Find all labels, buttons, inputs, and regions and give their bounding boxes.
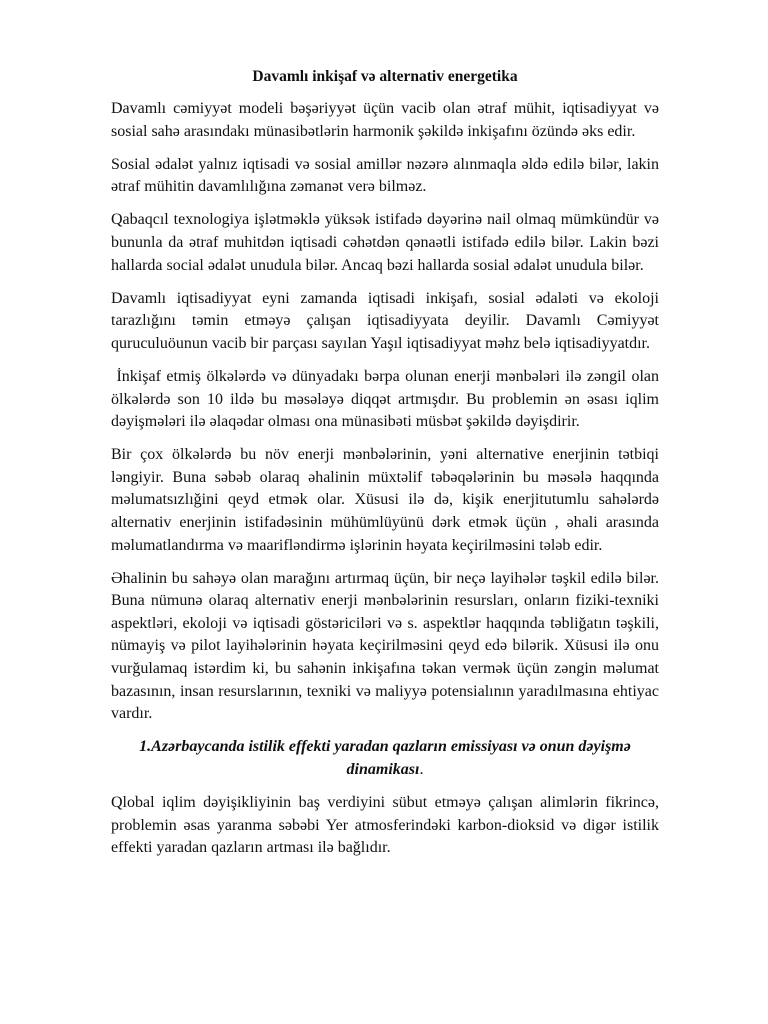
- paragraph: Qlobal iqlim dəyişikliyinin baş verdiyini sübut etməyə çalışan alimlərin fikrincə, problemin əsas yaranma səbəbi Yer atmosferindəki karbon-dioksid və digər istilik effekti yaradan qazların artması ilə bağlıdır.: [111, 794, 659, 857]
- paragraph: Sosial ədalət yalnız iqtisadi və sosial amillər nəzərə alınmaqla əldə edilə bilər, lakin ətraf mühitin davamlılığına zəmanət verə bilməz.: [111, 155, 659, 196]
- paragraph: Davamlı cəmiyyət modeli bəşəriyyət üçün vacib olan ətraf mühit, iqtisadiyyat və sosial sahə arasındakı münasibətlərin harmonik şəkildə inkişafını özündə əks edir.: [111, 100, 659, 140]
- document-title: Davamlı inkişaf və alternativ energetika: [252, 68, 518, 85]
- section-heading-period: .: [419, 760, 424, 778]
- paragraph: İnkişaf etmiş ölkələrdə və dünyadakı bərpa olunan enerji mənbələri ilə zəngil olan ölkələrdə son 10 ildə bu məsələyə diqqət artmışdır. Bu problemin ən əsası iqlim dəyişmələri ilə əlaqədar olması ona münasibəti müsbət şəkildə dəyişdirir.: [111, 367, 664, 431]
- paragraph: Əhalinin bu sahəyə olan marağını artırmaq üçün, bir neçə layihələr təşkil edilə bilər. Buna nümunə olaraq alternativ enerji mənbələrinin resursları, onların fiziki-texniki aspektləri, ekoloji və iqtisadi göstəriciləri və s. aspektlər haqqında təbliğatın təşkili, nümayiş və pilot layihələrinin həyata keçirilməsini qeyd edə bilərik. Xüsusi ilə onu vurğulamaq istərdim ki, bu sahənin inkişafına təkan vermək üçün zəngin məlumat bazasının, insan resurslarının, texniki və maliyyə potensialının yaradılmasına ehtiyac vardır.: [111, 569, 659, 723]
- document-body: [111, 66, 664, 870]
- paragraph: Qabaqcıl texnologiya işlətməklə yüksək istifadə dəyərinə nail olmaq mümkündür və bununla da ətraf muhitdən iqtisadi cəhətdən qənaətli istifadə edilə bilər. Lakin bəzi hallarda social ədalət unudula bilər. Ancaq bəzi hallarda sosial ədalət unudula bilər.: [111, 211, 659, 274]
- paragraph: Davamlı iqtisadiyyat eyni zamanda iqtisadi inkişafı, sosial ədaləti və ekoloji tarazlığını təmin etməyə çalışan iqtisadiyyata deyilir. Davamlı Cəmiyyət quruculuöunun vacib bir parçası sayılan Yaşıl iqtisadiyyat məhz belə iqtisadiyyatdır.: [111, 289, 659, 352]
- section-heading: [111, 736, 659, 781]
- paragraph: Bir çox ölkələrdə bu növ enerji mənbələrinin, yəni alternative enerjinin tətbiqi ləngiyir. Buna səbəb olaraq əhalinin müxtəlif təbəqələrinin bu məsələ haqqında məlumatsızlığini qeyd etmək olar. Xüsusi ilə də, kişik enerjitutumlu sahələrdə alternativ enerjinin istifadəsinin mühümlüyünü dərk etmək üçün , əhali arasında məlumatlandırma və maarifləndirmə işlərinin həyata keçirilməsini tələb edir.: [111, 446, 659, 554]
- section-heading-text: 1.Azərbaycanda istilik effekti yaradan qazların emissiyası və onun dəyişmə dinamikası: [139, 738, 631, 778]
